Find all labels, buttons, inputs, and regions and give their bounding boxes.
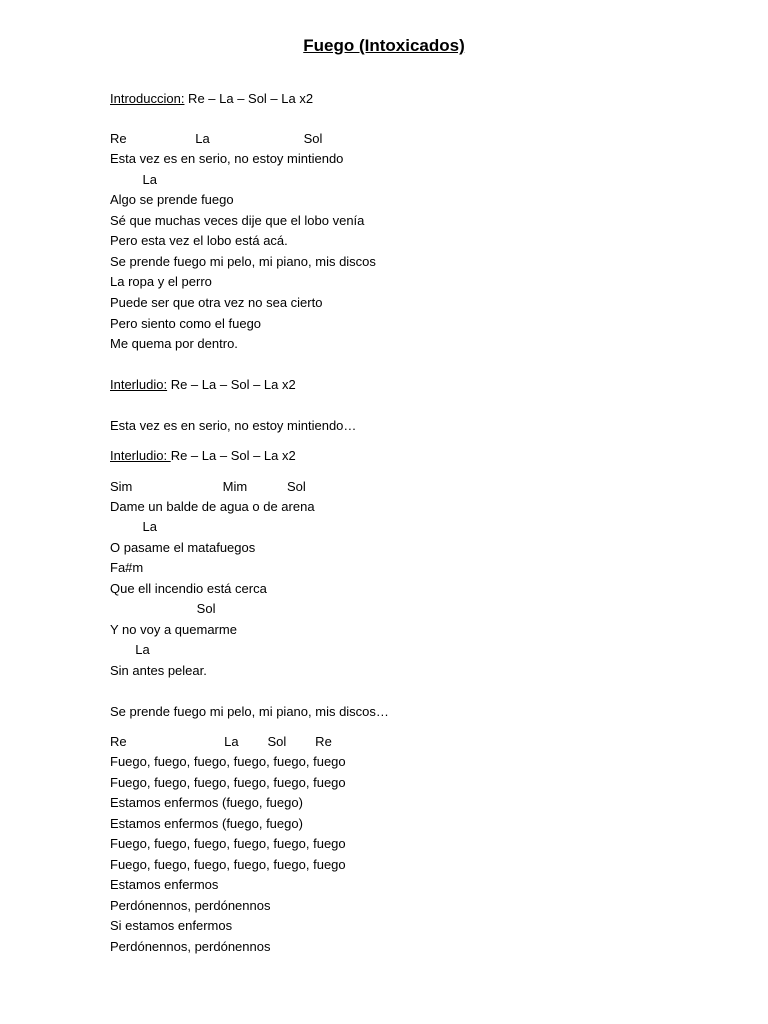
chorus-line-3: Estamos enfermos (fuego, fuego) [110,795,303,810]
chorus-line-1: Fuego, fuego, fuego, fuego, fuego, fuego [110,754,346,769]
repeat-line-2: Se prende fuego mi pelo, mi piano, mis discos… [110,704,389,719]
repeat-line-1: Esta vez es en serio, no estoy mintiendo… [110,418,357,433]
chorus-line-5: Fuego, fuego, fuego, fuego, fuego, fuego [110,836,346,851]
chorus-line-2: Fuego, fuego, fuego, fuego, fuego, fuego [110,775,346,790]
verse2-line-2: O pasame el matafuegos [110,540,256,555]
interlude-1-line [110,377,296,393]
chorus-line-6: Fuego, fuego, fuego, fuego, fuego, fuego [110,857,346,872]
verse1-chords-1: Re La Sol [110,131,323,146]
verse1-line-2: Algo se prende fuego [110,192,234,207]
verse1-line-4: Pero esta vez el lobo está acá. [110,233,288,248]
interlude-2-chords: Re – La – Sol – La x2 [170,448,296,463]
interlude-2-line [110,448,296,464]
intro-label: Introduccion: [110,91,185,106]
interlude-1-label: Interludio: [110,377,168,392]
interlude-2-label: Interludio: [110,448,171,463]
verse1-line-7: Puede ser que otra vez no sea cierto [110,295,323,310]
verse2-chords-5: La [110,642,150,657]
chorus-line-10: Perdónennos, perdónennos [110,939,271,954]
verse2-line-3: Que ell incendio está cerca [110,581,267,596]
verse1-line-6: La ropa y el perro [110,274,212,289]
verse2-chords-4: Sol [110,601,216,616]
chorus-line-8: Perdónennos, perdónennos [110,898,271,913]
verse1-line-9: Me quema por dentro. [110,336,238,351]
verse1-line-8: Pero siento como el fuego [110,316,262,331]
chorus-line-7: Estamos enfermos [110,877,219,892]
verse2-line-5: Sin antes pelear. [110,663,207,678]
verse2-line-1: Dame un balde de agua o de arena [110,499,315,514]
verse2-chords-1: Sim Mim Sol [110,479,306,494]
verse2-chords-3: Fa#m [110,560,144,575]
verse2-chords-2: La [110,519,157,534]
song-title: Fuego (Intoxicados) [303,36,465,55]
intro-line [110,91,313,107]
verse1-line-5: Se prende fuego mi pelo, mi piano, mis discos [110,254,376,269]
verse1-line-3: Sé que muchas veces dije que el lobo venía [110,213,365,228]
intro-chords: Re – La – Sol – La x2 [184,91,314,106]
chorus-chords: Re La Sol Re [110,734,332,749]
chorus-line-9: Si estamos enfermos [110,918,233,933]
verse1-line-1: Esta vez es en serio, no estoy mintiendo [110,151,344,166]
verse2-line-4: Y no voy a quemarme [110,622,237,637]
chorus-line-4: Estamos enfermos (fuego, fuego) [110,816,303,831]
interlude-1-chords: Re – La – Sol – La x2 [167,377,296,392]
verse1-chords-2: La [110,172,157,187]
